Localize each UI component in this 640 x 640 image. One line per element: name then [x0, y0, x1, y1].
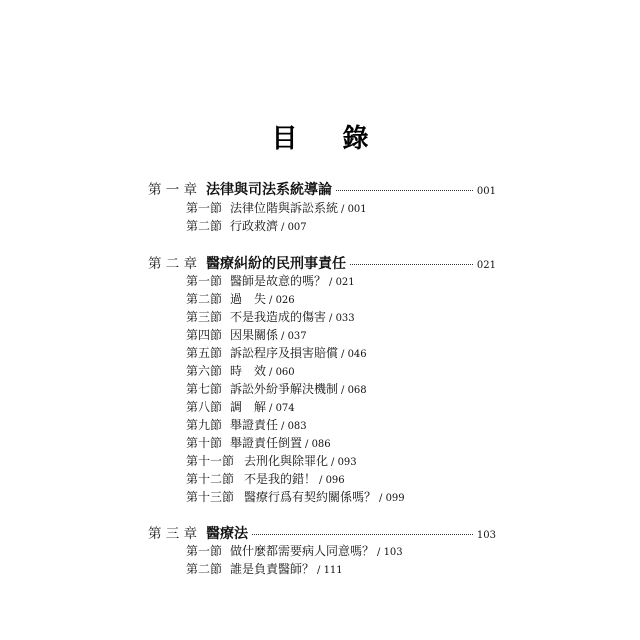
section-page: / 068	[341, 385, 367, 396]
section-label: 第四節	[186, 328, 223, 342]
section-label: 第十一節	[186, 454, 235, 468]
section-3-2[interactable]	[186, 560, 343, 578]
chapter-title: 醫療糾紛的民刑事責任	[206, 256, 346, 272]
chapter-1[interactable]	[148, 178, 496, 196]
section-2-10[interactable]	[186, 434, 331, 452]
section-page: / 083	[281, 421, 307, 432]
page-title: 目 錄	[271, 124, 387, 154]
section-page: / 060	[269, 367, 295, 378]
section-label: 第一節	[186, 274, 223, 288]
section-title: 醫療行爲有契約關係嗎？	[244, 490, 377, 504]
section-page: / 096	[319, 475, 345, 486]
section-title: 訴訟程序及損害賠償	[230, 346, 339, 360]
section-label: 第九節	[186, 418, 223, 432]
section-title: 不是我造成的傷害	[230, 310, 327, 324]
section-page: / 007	[281, 222, 307, 233]
section-2-12[interactable]	[186, 470, 345, 488]
section-page: / 093	[331, 457, 357, 468]
section-2-11[interactable]	[186, 452, 357, 470]
section-title: 因果關係	[230, 328, 279, 342]
section-title: 過 失	[230, 292, 267, 306]
chapter-label: 第 二 章	[148, 256, 198, 272]
section-title: 訴訟外紛爭解決機制	[230, 382, 339, 396]
section-label: 第十節	[186, 436, 223, 450]
section-2-1[interactable]	[186, 272, 355, 290]
section-label: 第八節	[186, 400, 223, 414]
section-title: 舉證責任倒置	[230, 436, 303, 450]
section-label: 第十三節	[186, 490, 235, 504]
section-page: / 026	[269, 295, 295, 306]
chapter-label: 第 一 章	[148, 182, 198, 198]
section-1-1[interactable]	[186, 199, 367, 217]
dot-leader	[336, 190, 473, 191]
section-title: 醫師是故意的嗎？	[230, 274, 327, 288]
chapter-2[interactable]	[148, 252, 496, 270]
section-label: 第二節	[186, 219, 223, 233]
chapter-title: 法律與司法系統導論	[206, 182, 332, 198]
section-page: / 111	[317, 565, 343, 576]
section-page: / 037	[281, 331, 307, 342]
section-label: 第五節	[186, 346, 223, 360]
section-2-6[interactable]	[186, 362, 295, 380]
chapter-page: 021	[476, 260, 496, 271]
section-title: 誰是負責醫師？	[230, 562, 315, 576]
section-2-3[interactable]	[186, 308, 355, 326]
section-title: 行政救濟	[230, 219, 279, 233]
section-page: / 021	[329, 277, 355, 288]
section-page: / 074	[269, 403, 295, 414]
section-2-7[interactable]	[186, 380, 367, 398]
section-2-5[interactable]	[186, 344, 367, 362]
section-page: / 046	[341, 349, 367, 360]
chapter-page: 001	[476, 186, 496, 197]
section-2-13[interactable]	[186, 488, 405, 506]
dot-leader	[350, 264, 473, 265]
section-title: 去刑化與除罪化	[244, 454, 329, 468]
section-label: 第二節	[186, 292, 223, 306]
section-page: / 099	[379, 493, 405, 504]
section-2-9[interactable]	[186, 416, 307, 434]
section-title: 做什麼都需要病人同意嗎？	[230, 544, 375, 558]
section-title: 時 效	[230, 364, 267, 378]
section-page: / 033	[329, 313, 355, 324]
section-title: 不是我的錯！	[244, 472, 317, 486]
section-label: 第三節	[186, 310, 223, 324]
section-2-8[interactable]	[186, 398, 295, 416]
section-page: / 103	[377, 547, 403, 558]
chapter-title: 醫療法	[206, 526, 248, 542]
section-page: / 086	[305, 439, 331, 450]
chapter-3[interactable]	[148, 522, 496, 540]
section-title: 舉證責任	[230, 418, 279, 432]
section-2-4[interactable]	[186, 326, 307, 344]
section-page: / 001	[341, 204, 367, 215]
chapter-page: 103	[476, 530, 496, 541]
section-label: 第六節	[186, 364, 223, 378]
section-title: 法律位階與訴訟系統	[230, 201, 339, 215]
section-3-1[interactable]	[186, 542, 403, 560]
section-label: 第十二節	[186, 472, 235, 486]
section-1-2[interactable]	[186, 217, 307, 235]
chapter-label: 第 三 章	[148, 526, 198, 542]
section-label: 第一節	[186, 544, 223, 558]
section-label: 第二節	[186, 562, 223, 576]
section-title: 調 解	[230, 400, 267, 414]
section-2-2[interactable]	[186, 290, 295, 308]
section-label: 第七節	[186, 382, 223, 396]
section-label: 第一節	[186, 201, 223, 215]
dot-leader	[252, 534, 473, 535]
